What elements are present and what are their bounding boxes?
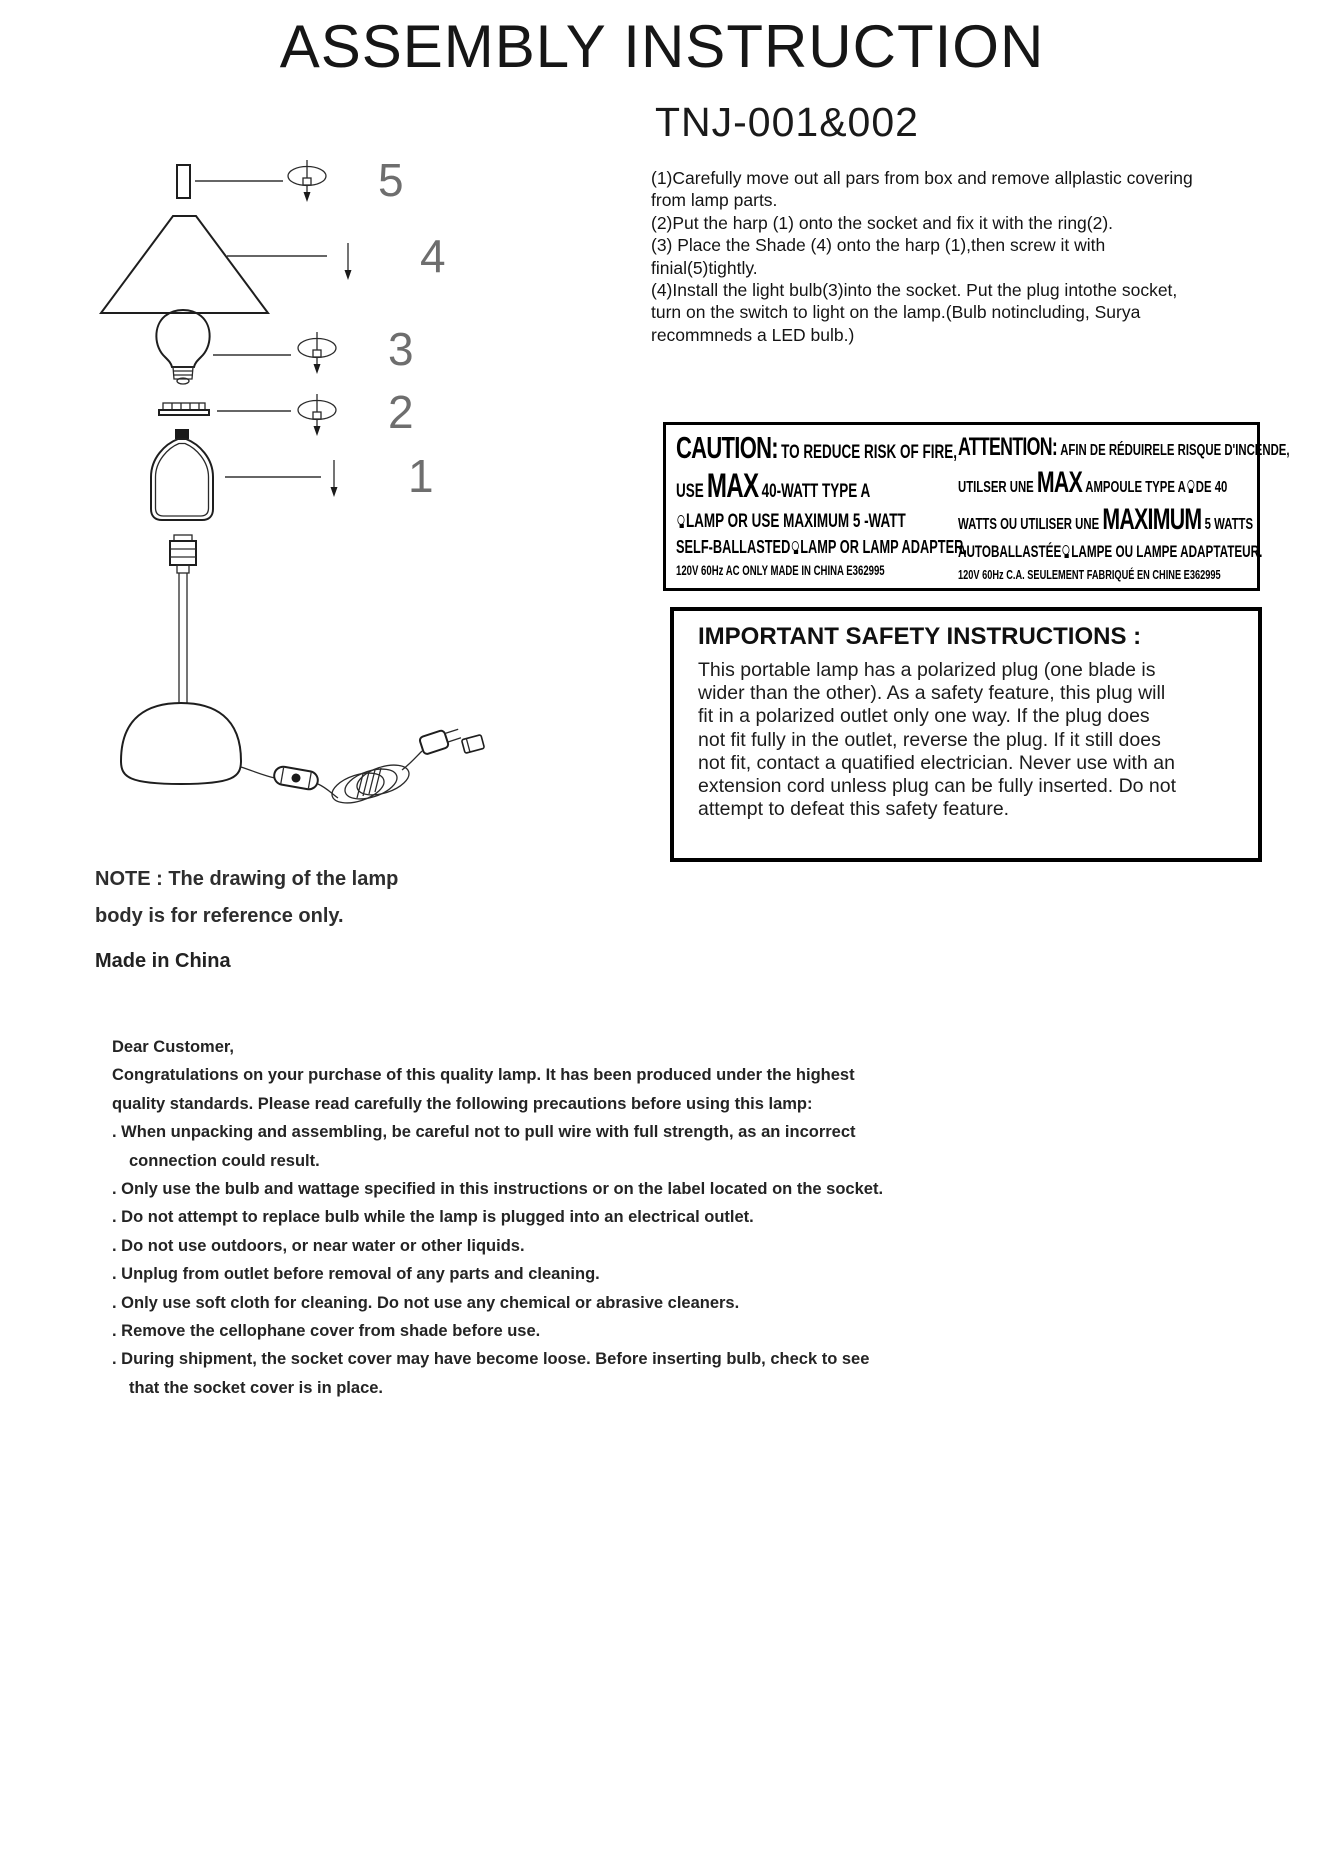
- caution-keyword: CAUTION:: [676, 430, 778, 465]
- shade-drawing: [101, 216, 327, 313]
- note-line: NOTE : The drawing of the lamp: [95, 868, 399, 890]
- step-line: (2)Put the harp (1) onto the socket and fix it with the ring(2).: [651, 212, 1114, 233]
- lamp-base: [121, 703, 241, 784]
- customer-line: . Do not attempt to replace bulb while the lamp is plugged into an electrical outlet.: [112, 1208, 754, 1227]
- made-in-china-label: Made in China: [95, 950, 231, 972]
- safety-line: fit in a polarized outlet only one way. If the plug does: [698, 705, 1150, 728]
- note-line: body is for reference only.: [95, 905, 344, 927]
- part-number-4: 4: [420, 230, 446, 282]
- power-cord: [318, 784, 338, 798]
- reference-note: [95, 861, 398, 935]
- customer-line: connection could result.: [129, 1151, 320, 1170]
- rotate-screw-icon: [288, 160, 326, 202]
- power-cord: [241, 767, 275, 778]
- customer-line: that the socket cover is in place.: [129, 1378, 384, 1397]
- part-number-1: 1: [408, 450, 434, 502]
- step-line: (3) Place the Shade (4) onto the harp (1),then screw it with: [651, 235, 1106, 256]
- assembly-steps: [651, 167, 1321, 346]
- part-number-5: 5: [378, 154, 404, 206]
- safety-title: IMPORTANT SAFETY INSTRUCTIONS :: [698, 623, 1142, 650]
- down-arrow-icon: [331, 460, 338, 497]
- caution-english-column: CAUTION: TO REDUCE RISK OF FIRE, USE MAX 40-WATT TYPE A LAMP OR USE MAXIMUM 5 -WATT SELF-BALLASTED LAMP OR LAMP ADAPTER, 120V 60Hz AC ONLY MADE IN CHINA E362995: [676, 430, 967, 578]
- step-line: from lamp parts.: [651, 190, 778, 211]
- lamp-parts-diagram: [75, 120, 535, 840]
- cfl-bulb-icon: [792, 541, 799, 554]
- power-cord: [402, 751, 422, 770]
- inline-switch: [273, 765, 319, 790]
- lamp-body-drawing: [121, 535, 484, 809]
- customer-line: Dear Customer,: [112, 1038, 234, 1056]
- customer-line: . When unpacking and assembling, be careful not to pull wire with full strength, as an incorrect: [112, 1123, 856, 1142]
- customer-line: . Remove the cellophane cover from shade before use.: [112, 1322, 541, 1341]
- caution-label-box: [663, 422, 1290, 591]
- part-number-3: 3: [388, 323, 414, 375]
- plug-cover-drawing: [462, 735, 485, 754]
- customer-line: . Do not use outdoors, or near water or other liquids.: [112, 1236, 525, 1255]
- customer-line: . Only use soft cloth for cleaning. Do not use any chemical or abrasive cleaners.: [112, 1293, 740, 1312]
- ring-drawing: [159, 403, 291, 415]
- model-number: TNJ-001&002: [655, 99, 919, 145]
- safety-instructions-box: [670, 607, 1262, 862]
- customer-line: . During shipment, the socket cover may have become loose. Before inserting bulb, check to see: [112, 1350, 870, 1369]
- step-line: (1)Carefully move out all pars from box and remove allplastic covering: [651, 168, 1193, 188]
- safety-line: wider than the other). As a safety feature, this plug will: [698, 682, 1166, 705]
- customer-line: quality standards. Please read carefully the following precautions before using this lamp:: [112, 1094, 813, 1113]
- customer-letter: [112, 1033, 883, 1402]
- customer-line: Congratulations on your purchase of this quality lamp. It has been produced under the highest: [112, 1066, 855, 1085]
- safety-line: not fit fully in the outlet, reverse the plug. If it still does: [698, 728, 1161, 751]
- plug-drawing: [419, 725, 463, 754]
- coiled-cord: [328, 759, 412, 808]
- caution-french-column: ATTENTION: AFIN DE RÉDUIRELE RISQUE D'INCENDE, UTILSER UNE MAX AMPOULE TYPE A DE 40 WATTS OU UTILISER UNE MAXIMUM 5 WATTS AUTOBALLASTÉE LAMPE OU LAMPE ADAPTATEUR. 120V 60Hz C.A. SEULEMENT FABRIQUÉ EN CHINE E362995: [958, 433, 1290, 582]
- harp-drawing: [151, 429, 321, 520]
- bulb-icon: [677, 515, 684, 528]
- bulb-drawing: [156, 310, 291, 384]
- customer-line: . Unplug from outlet before removal of any parts and cleaning.: [112, 1265, 600, 1284]
- part-number-2: 2: [388, 386, 414, 438]
- safety-line: attempt to defeat this safety feature.: [698, 798, 1010, 821]
- step-line: recommneds a LED bulb.): [651, 324, 855, 345]
- step-line: turn on the switch to light on the lamp.(Bulb notincluding, Surya: [651, 302, 1141, 323]
- down-arrow-icon: [345, 243, 352, 280]
- safety-line: not fit, contact a quatified electrician. Never use with an: [698, 751, 1175, 774]
- bulb-icon: [1187, 480, 1194, 493]
- rotate-screw-icon: [298, 332, 336, 374]
- customer-line: . Only use the bulb and wattage specified in this instructions or on the label located on the socket.: [112, 1180, 884, 1199]
- safety-line: This portable lamp has a polarized plug (one blade is: [698, 659, 1156, 681]
- safety-line: extension cord unless plug can be fully inserted. Do not: [698, 775, 1177, 798]
- rotate-screw-icon: [298, 394, 336, 436]
- finial-drawing: [177, 165, 283, 198]
- page-title: ASSEMBLY INSTRUCTION: [279, 13, 1045, 80]
- cfl-bulb-icon: [1063, 545, 1070, 558]
- safety-text: [698, 659, 1258, 821]
- step-line: finial(5)tightly.: [651, 257, 758, 278]
- attention-keyword: ATTENTION:: [958, 433, 1058, 461]
- step-line: (4)Install the light bulb(3)into the socket. Put the plug intothe socket,: [651, 280, 1178, 301]
